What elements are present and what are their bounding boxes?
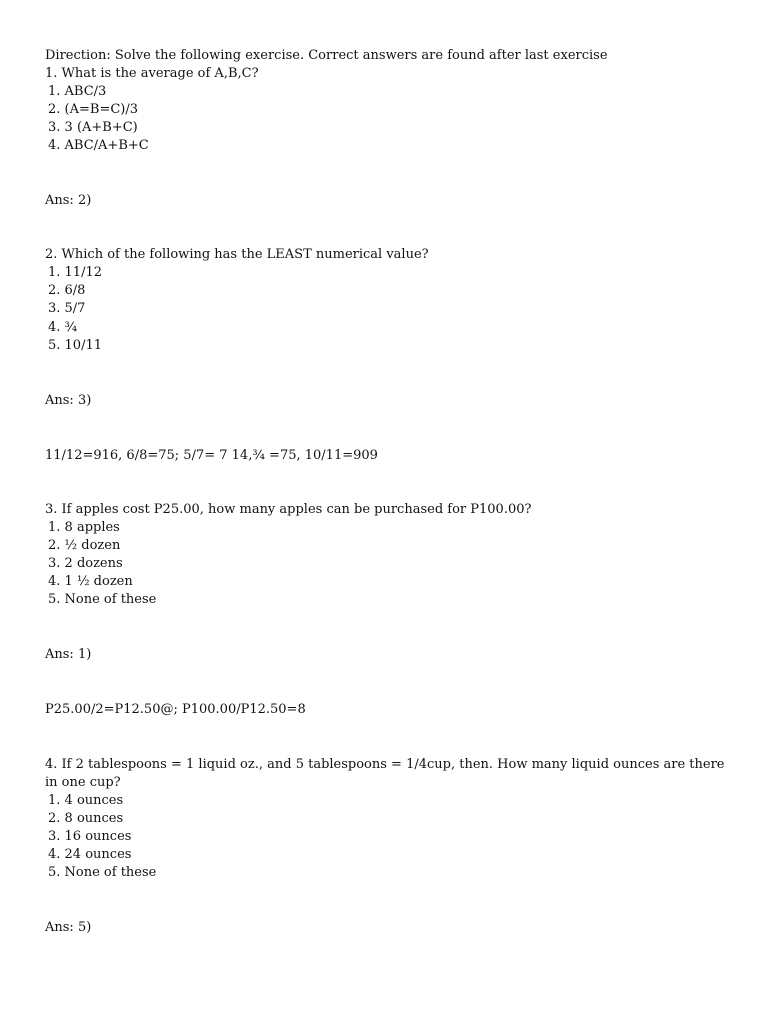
q1-option-3: 3. 3 (A+B+C) xyxy=(48,120,138,135)
q2-explanation: 11/12=916, 6/8=75; 5/7= 7 14,¾ =75, 10/11=909 xyxy=(45,448,378,463)
q2-answer: Ans: 3) xyxy=(45,393,92,408)
q1-option-4: 4. ABC/A+B+C xyxy=(48,138,149,153)
q4-option-1: 1. 4 ounces xyxy=(48,793,124,808)
q3-option-5: 5. None of these xyxy=(48,592,157,607)
q3-option-4: 4. 1 ½ dozen xyxy=(48,574,133,589)
q4-option-4: 4. 24 ounces xyxy=(48,847,132,862)
q2-option-4: 4. ¾ xyxy=(48,320,78,335)
q3-option-3: 3. 2 dozens xyxy=(48,556,123,571)
q3-answer: Ans: 1) xyxy=(45,647,92,662)
q3-option-1: 1. 8 apples xyxy=(48,520,120,535)
q4-answer: Ans: 5) xyxy=(45,920,92,935)
q2-option-3: 3. 5/7 xyxy=(48,301,86,316)
q4-option-5: 5. None of these xyxy=(48,865,157,880)
question-3: 3. If apples cost P25.00, how many apples can be purchased for P100.00? xyxy=(45,502,532,517)
question-2: 2. Which of the following has the LEAST numerical value? xyxy=(45,247,429,262)
q2-option-2: 2. 6/8 xyxy=(48,283,86,298)
direction-text: Direction: Solve the following exercise. Correct answers are found after last exercise xyxy=(45,48,608,63)
q1-option-1: 1. ABC/3 xyxy=(48,84,107,99)
q1-option-2: 2. (A=B=C)/3 xyxy=(48,102,139,117)
q3-explanation: P25.00/2=P12.50@; P100.00/P12.50=8 xyxy=(45,702,306,717)
q2-option-1: 1. 11/12 xyxy=(48,265,102,280)
q1-answer: Ans: 2) xyxy=(45,193,92,208)
q4-option-2: 2. 8 ounces xyxy=(48,811,124,826)
q2-option-5: 5. 10/11 xyxy=(48,338,102,353)
q3-option-2: 2. ½ dozen xyxy=(48,538,121,553)
question-1: 1. What is the average of A,B,C? xyxy=(45,66,259,81)
question-4: 4. If 2 tablespoons = 1 liquid oz., and 5 tablespoons = 1/4cup, then. How many liquid ounces are there in one cup? xyxy=(45,757,725,790)
q4-option-3: 3. 16 ounces xyxy=(48,829,132,844)
